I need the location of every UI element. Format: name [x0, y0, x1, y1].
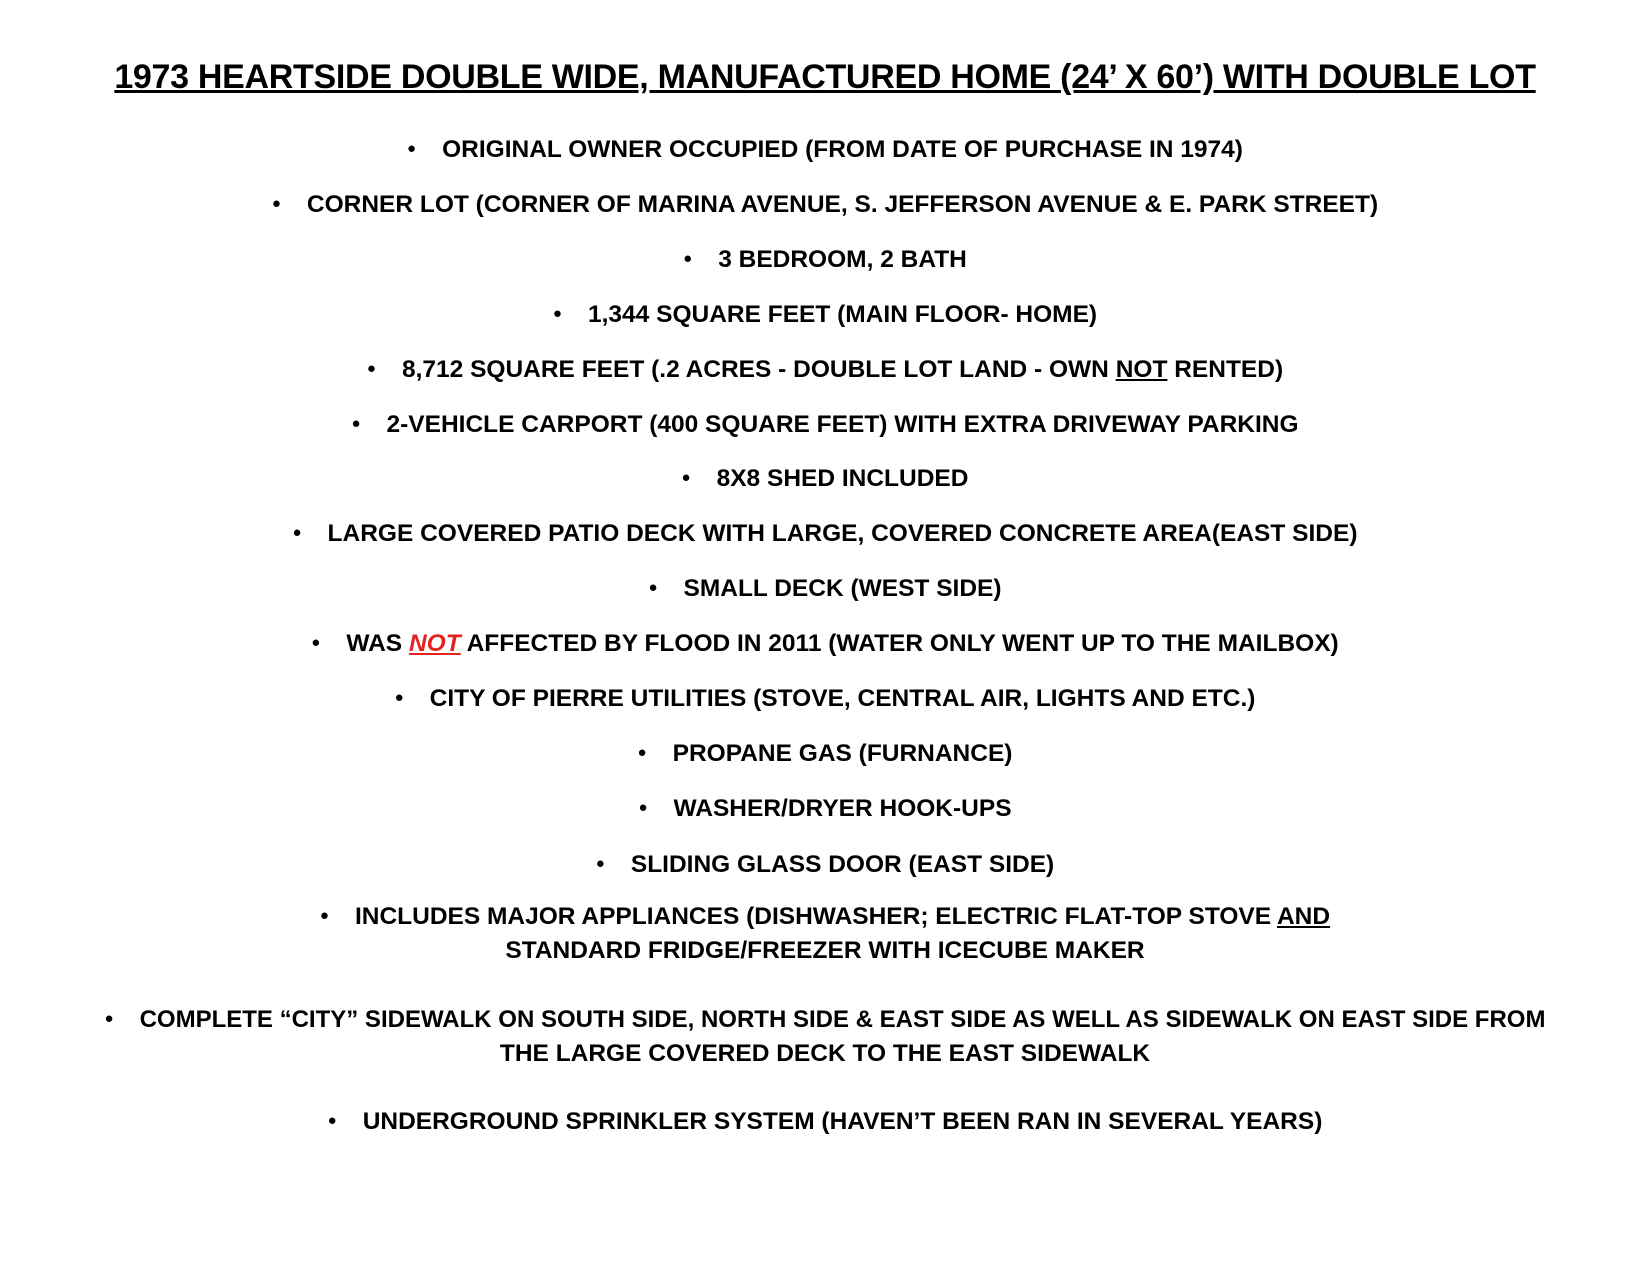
- list-item: [0, 1002, 1650, 1039]
- bullet-icon: ●: [683, 249, 693, 267]
- list-item: [0, 1104, 1650, 1141]
- list-item: [0, 242, 1650, 279]
- bullet-icon: ●: [648, 578, 658, 596]
- page-title: 1973 HEARTSIDE DOUBLE WIDE, MANUFACTURED HOME (24’ X 60’) WITH DOUBLE LOT: [114, 58, 1536, 96]
- bullet-icon: ●: [366, 359, 376, 377]
- list-item-text: CITY OF PIERRE UTILITIES (STOVE, CENTRAL AIR, LIGHTS AND ETC.): [429, 685, 1256, 712]
- list-item: [0, 681, 1650, 718]
- list-item-text: 8X8 SHED INCLUDED: [716, 465, 969, 492]
- list-item: [0, 899, 1650, 936]
- list-item-text: THE LARGE COVERED DECK TO THE EAST SIDEWALK: [499, 1040, 1151, 1067]
- list-item-text: WASHER/DRYER HOOK-UPS: [673, 795, 1012, 822]
- list-item-text: INCLUDES MAJOR APPLIANCES (DISHWASHER; ELECTRIC FLAT-TOP STOVE: [354, 903, 1277, 930]
- list-item: [0, 132, 1650, 169]
- bullet-icon: ●: [407, 139, 417, 157]
- list-item-text: WAS: [346, 630, 409, 657]
- list-item: [0, 461, 1650, 498]
- list-item: [0, 407, 1650, 444]
- bullet-icon: ●: [327, 1111, 337, 1129]
- list-item-text: ORIGINAL OWNER OCCUPIED (FROM DATE OF PURCHASE IN 1974): [442, 136, 1243, 163]
- emphasis-text: NOT: [1115, 356, 1168, 383]
- list-item-text: UNDERGROUND SPRINKLER SYSTEM (HAVEN’T BEEN RAN IN SEVERAL YEARS): [362, 1108, 1323, 1135]
- bullet-icon: ●: [351, 414, 361, 432]
- list-item-text: STANDARD FRIDGE/FREEZER WITH ICECUBE MAKER: [505, 937, 1145, 964]
- list-item: [0, 187, 1650, 224]
- bullet-icon: ●: [681, 468, 691, 486]
- list-item-text: PROPANE GAS (FURNANCE): [672, 740, 1013, 767]
- emphasis-text: AND: [1276, 903, 1331, 930]
- list-item-text: 3 BEDROOM, 2 BATH: [718, 246, 967, 273]
- list-item-text: SMALL DECK (WEST SIDE): [683, 575, 1002, 602]
- bullet-icon: ●: [595, 854, 605, 872]
- list-item: [0, 847, 1650, 884]
- list-item-text: RENTED): [1167, 356, 1284, 383]
- list-item-text: AFFECTED BY FLOOD IN 2011 (WATER ONLY WENT UP TO THE MAILBOX): [460, 630, 1339, 657]
- list-item: [0, 626, 1650, 663]
- list-item: [0, 297, 1650, 334]
- list-item: [0, 791, 1650, 828]
- emphasis-text: NOT: [408, 630, 461, 657]
- list-item-continuation: [0, 1036, 1650, 1072]
- list-item-text: 2-VEHICLE CARPORT (400 SQUARE FEET) WITH EXTRA DRIVEWAY PARKING: [386, 411, 1299, 438]
- list-item-text: 8,712 SQUARE FEET (.2 ACRES - DOUBLE LOT LAND - OWN: [401, 356, 1116, 383]
- bullet-icon: ●: [292, 523, 302, 541]
- list-item: [0, 352, 1650, 389]
- bullet-icon: ●: [637, 743, 647, 761]
- list-item: [0, 736, 1650, 773]
- bullet-icon: ●: [394, 688, 404, 706]
- bullet-icon: ●: [311, 633, 321, 651]
- bullet-icon: ●: [638, 798, 648, 816]
- list-item-text: SLIDING GLASS DOOR (EAST SIDE): [630, 851, 1055, 878]
- list-item-continuation: [0, 933, 1650, 969]
- bullet-icon: ●: [271, 194, 281, 212]
- list-item-text: LARGE COVERED PATIO DECK WITH LARGE, COVERED CONCRETE AREA(EAST SIDE): [327, 520, 1358, 547]
- bullet-icon: ●: [552, 304, 562, 322]
- bullet-icon: ●: [104, 1009, 114, 1027]
- bullet-icon: ●: [319, 906, 329, 924]
- list-item: [0, 516, 1650, 553]
- list-item-text: CORNER LOT (CORNER OF MARINA AVENUE, S. JEFFERSON AVENUE & E. PARK STREET): [306, 191, 1379, 218]
- list-item-text: COMPLETE “CITY” SIDEWALK ON SOUTH SIDE, NORTH SIDE & EAST SIDE AS WELL AS SIDEWALK ON EAST SIDE FROM: [139, 1006, 1546, 1033]
- list-item-text: 1,344 SQUARE FEET (MAIN FLOOR- HOME): [587, 301, 1098, 328]
- list-item: [0, 571, 1650, 608]
